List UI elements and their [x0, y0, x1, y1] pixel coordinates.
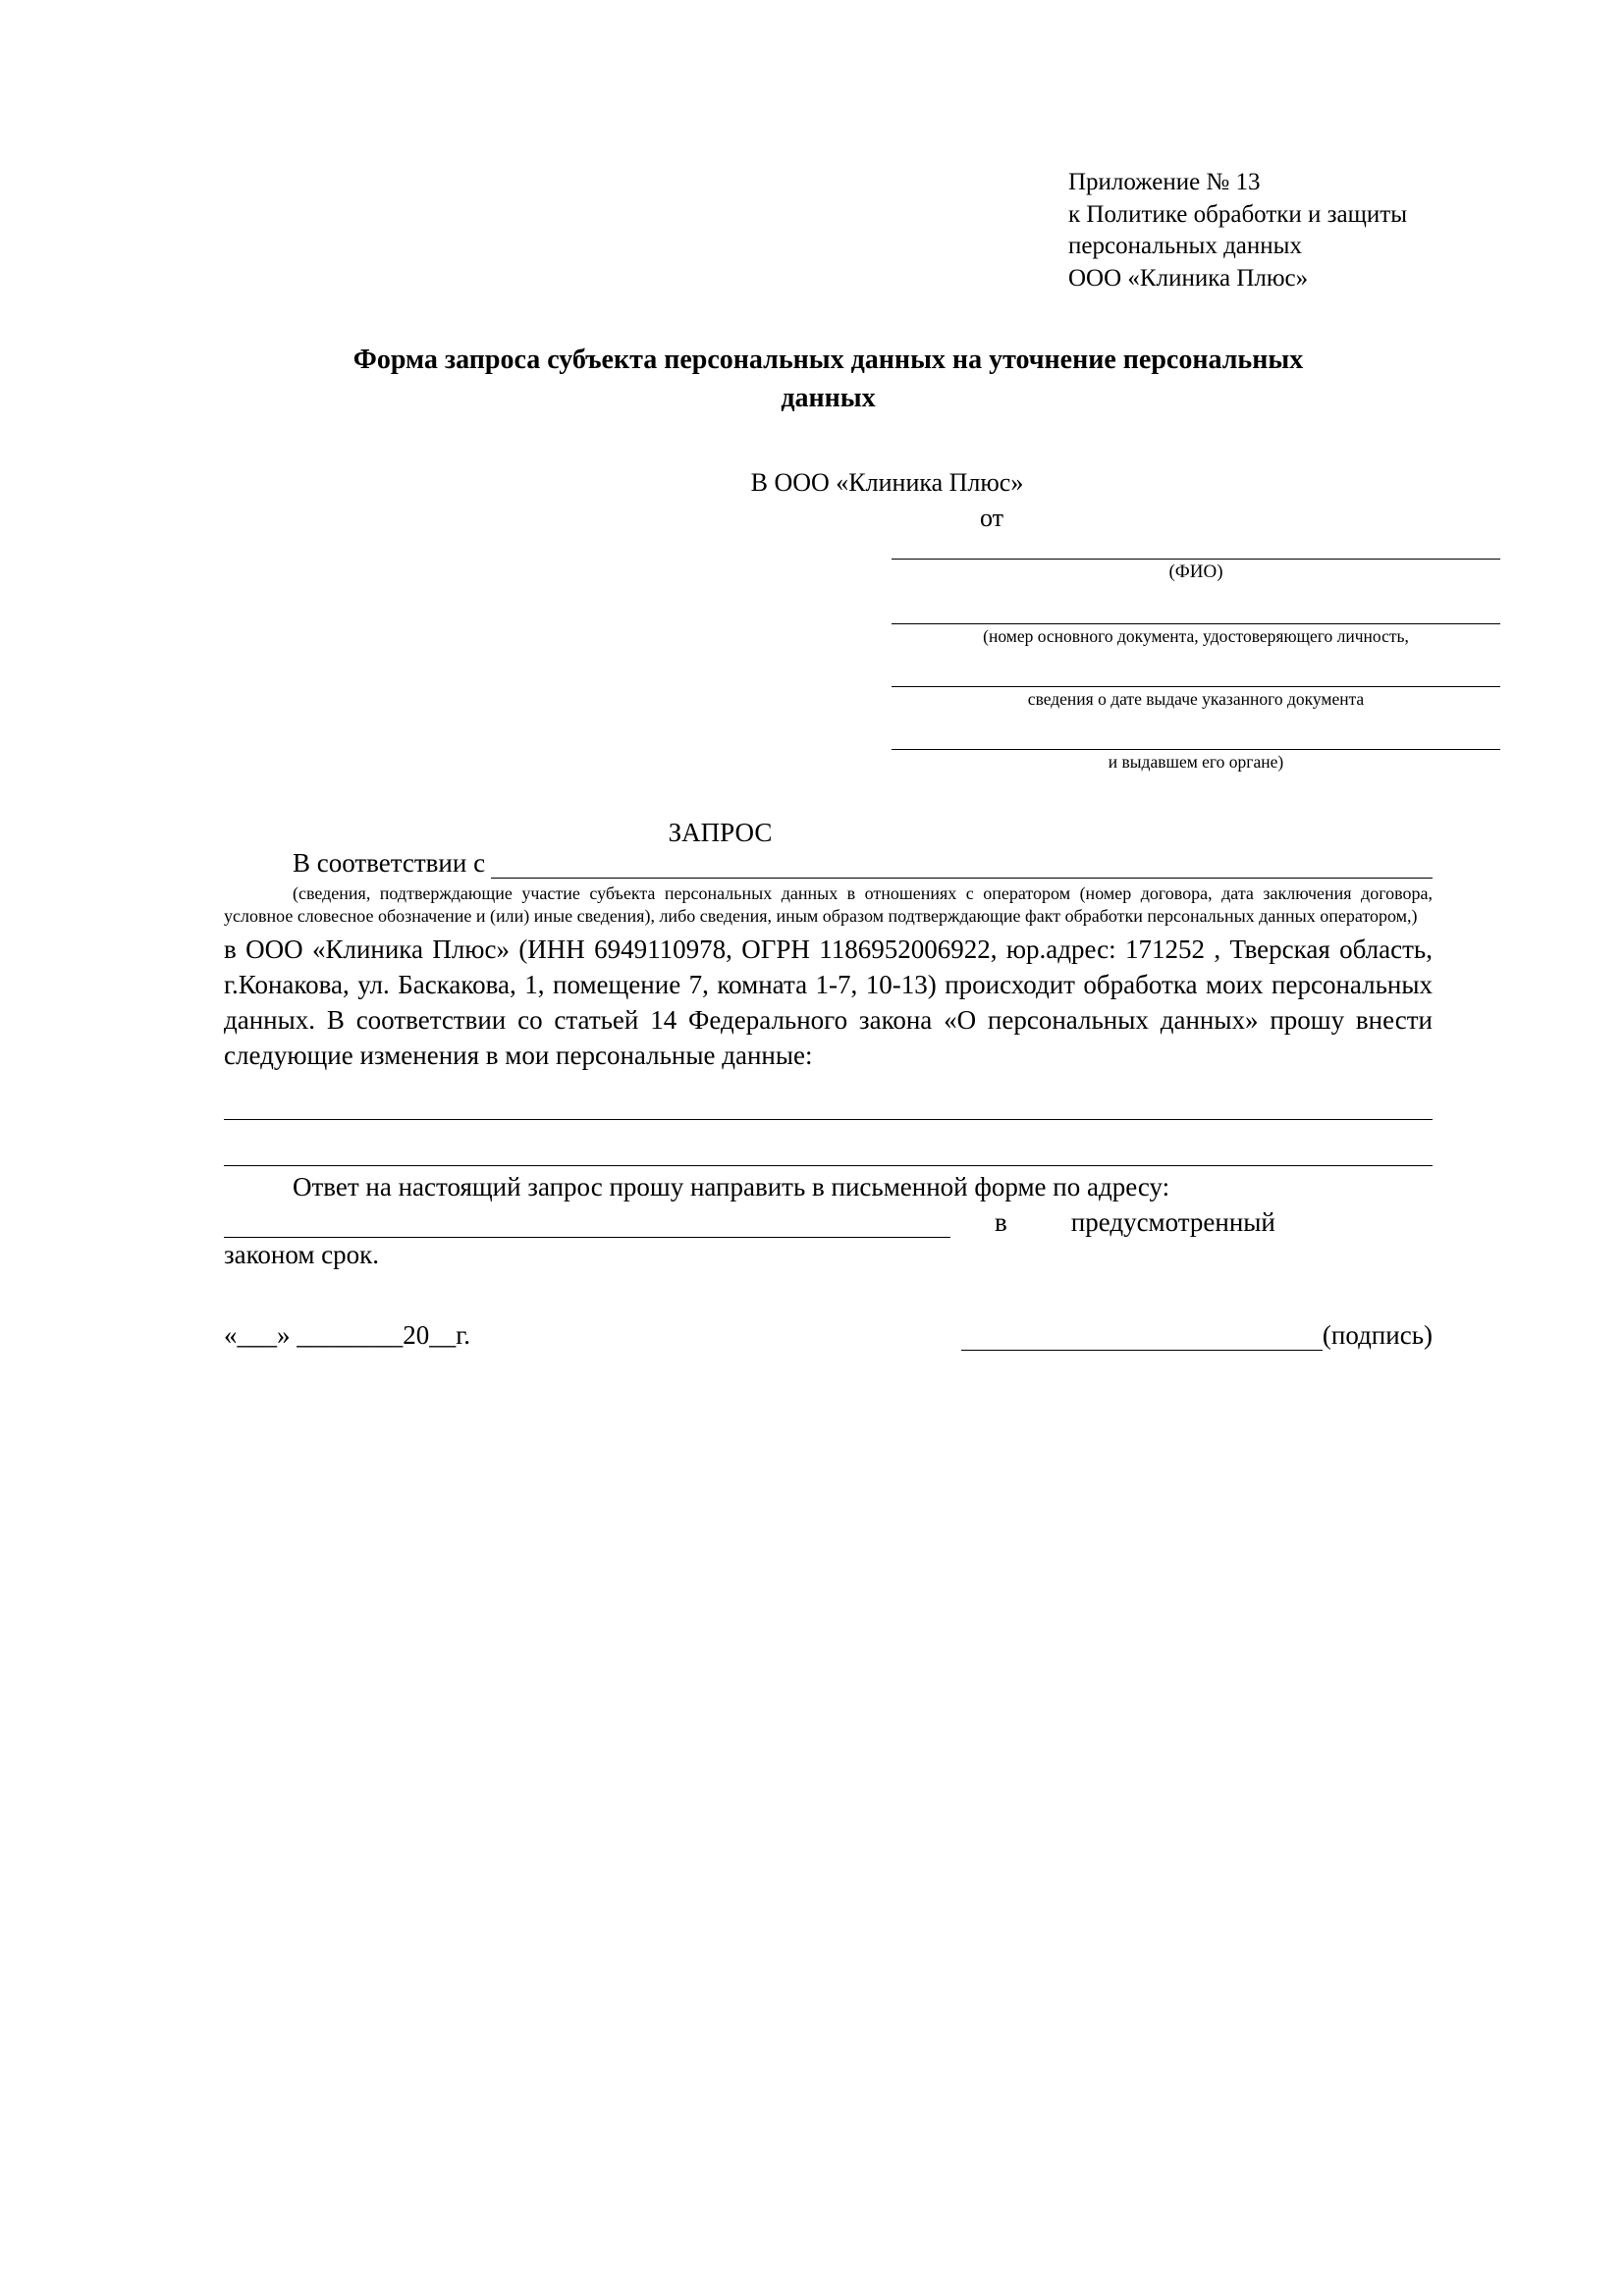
- appendix-header: [1068, 167, 1433, 294]
- signature-row: [224, 1320, 1433, 1351]
- addressee-block: [224, 468, 1433, 533]
- appendix-header-line-3: персональных данных: [1068, 233, 1302, 259]
- document-number-caption: (номер основного документа, удостоверяющего личность,: [983, 626, 1409, 647]
- answer-address-input-line[interactable]: [224, 1215, 950, 1238]
- applicant-fields: [892, 533, 1500, 773]
- answer-address-text: Ответ на настоящий запрос прошу направить в письменной форме по адресу:: [293, 1171, 1170, 1201]
- in-accordance-note: [224, 882, 1433, 927]
- signature-input-line[interactable]: [961, 1328, 1323, 1351]
- in-accordance-row: [224, 848, 1433, 879]
- appendix-header-line-1: Приложение № 13: [1068, 169, 1261, 195]
- fio-caption: (ФИО): [1168, 561, 1223, 583]
- document-date-input-line[interactable]: [892, 661, 1500, 687]
- request-heading: ЗАПРОС: [668, 818, 773, 848]
- in-accordance-note-text: (сведения, подтверждающие участие субъекта персональных данных в отношениях с оператором (номер договора, дата заключения договора, условное словесное обозначение и (или) иные сведения), либо сведения, иным образом подтверждающие факт обработки персональных данных оператором,): [224, 883, 1433, 926]
- document-date-caption: сведения о дате выдаче указанного документа: [1027, 689, 1365, 710]
- request-body-text: в ООО «Клиника Плюс» (ИНН 6949110978, ОГРН 1186952006922, юр.адрес: 171252 , Тверская область, г.Конакова, ул. Баскакова, 1, помещение 7, комната 1-7, 10-13) происходит обработка моих персональных данных. В соответствии со статьей 14 Федерального закона «О персональных данных» прошу внести следующие изменения в мои персональные данные:: [224, 934, 1433, 1070]
- addressee-organization: В ООО «Клиника Плюс»: [750, 468, 1024, 498]
- document-issuer-input-line[interactable]: [892, 723, 1500, 750]
- fio-input-line[interactable]: [892, 533, 1500, 560]
- document-number-input-line[interactable]: [892, 598, 1500, 624]
- appendix-header-line-2: к Политике обработки и защиты: [1068, 200, 1408, 228]
- appendix-header-line-4: ООО «Клиника Плюс»: [1068, 264, 1309, 292]
- answer-tail-1: в: [995, 1206, 1007, 1237]
- answer-tail-2: предусмотренный: [1070, 1206, 1275, 1237]
- changes-input-line-1[interactable]: [224, 1086, 1433, 1120]
- addressee-from-label: от: [980, 504, 1004, 533]
- date-field[interactable]: «___» ________20__г.: [224, 1319, 471, 1350]
- in-accordance-label: В соответствии с: [293, 848, 486, 879]
- signature-caption: (подпись): [1322, 1319, 1433, 1350]
- in-accordance-input-line[interactable]: [491, 856, 1433, 879]
- page-title: Форма запроса субъекта персональных данных на уточнение персональных данных: [352, 345, 1304, 414]
- changes-input-line-2[interactable]: [224, 1132, 1433, 1166]
- answer-tail-3: законом срок.: [224, 1239, 380, 1269]
- answer-address-row: [224, 1207, 1433, 1238]
- document-issuer-caption: и выдавшем его органе): [1108, 752, 1284, 773]
